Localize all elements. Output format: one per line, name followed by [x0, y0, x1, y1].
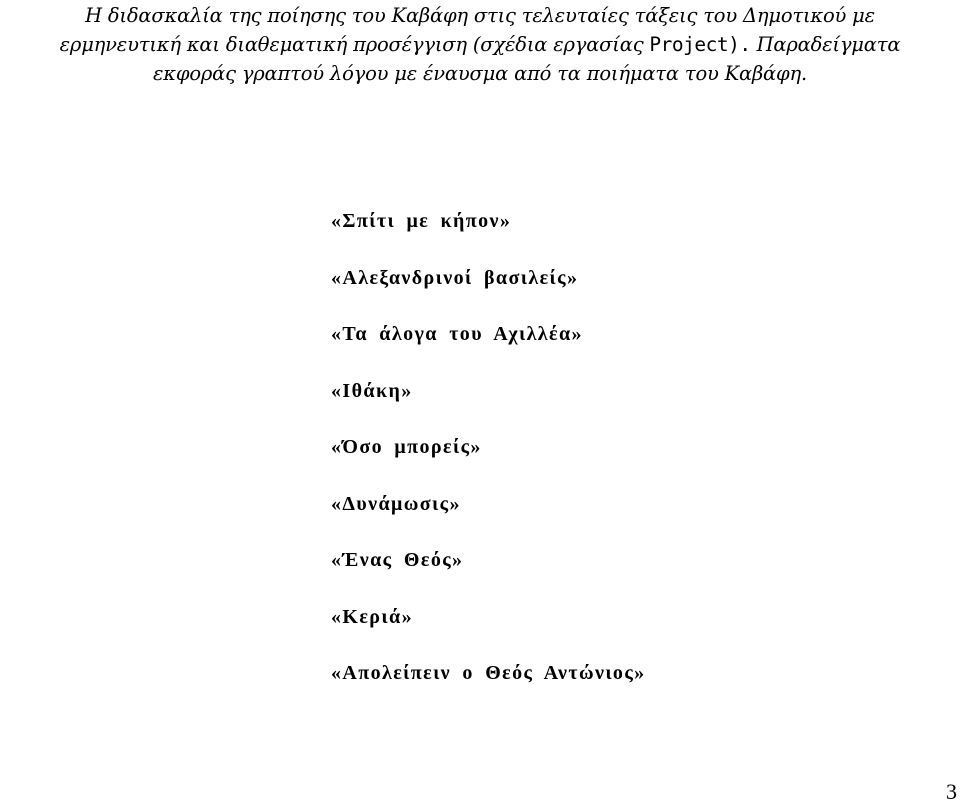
poem-title: «Αλεξανδρινοί βασιλείς» [331, 266, 579, 289]
poem-title: «Ιθάκη» [331, 379, 413, 402]
poem-title: «Κεριά» [331, 605, 413, 628]
poem-title: «Σπίτι με κήπον» [331, 210, 512, 232]
poem-title: «Απολείπειν ο Θεός Αντώνιος» [331, 662, 646, 684]
header-line-3: εκφοράς γραπτού λόγου με έναυσμα από τα ποιήματα του Καβάφη. [153, 62, 807, 85]
poem-title: «Ένας Θεός» [331, 549, 464, 571]
header-line-2-start: ερμηνευτική και διαθεματική προσέγγιση (σχέδια εργασίας [59, 33, 650, 56]
page-number: 3 [946, 779, 957, 804]
poem-title: «Τα άλογα του Αχιλλέα» [331, 323, 583, 345]
header-line-2-end: Παραδείγματα [750, 33, 901, 56]
poem-title-list [331, 199, 646, 708]
header-project-term: Project). [649, 33, 751, 56]
poem-title: «Όσο μπορείς» [331, 436, 482, 458]
poem-title: «Δυνάμωσις» [331, 492, 461, 515]
page-header [0, 1, 960, 88]
header-line-1: Η διδασκαλία της ποίησης του Καβάφη στις τελευταίες τάξεις του Δημοτικού με [85, 4, 875, 27]
